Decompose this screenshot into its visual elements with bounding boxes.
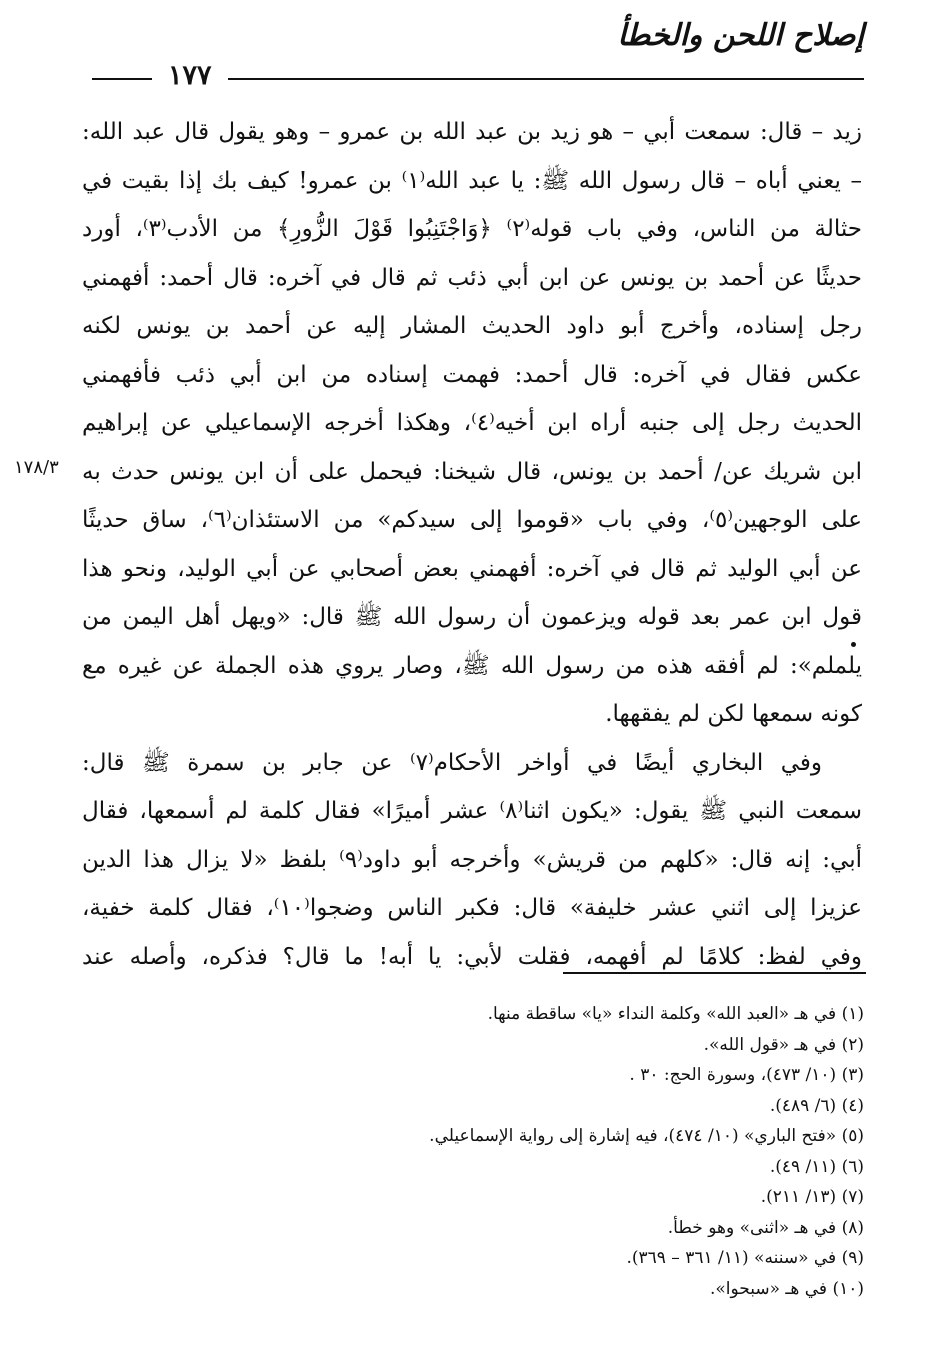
- text-line: عزيزا إلى اثني عشر خليفة» قال: فكبر الناس وضجوا⁽١٠⁾، فقال كلمة خفية،: [82, 895, 862, 921]
- text-line: سمعت النبي ﷺ يقول: «يكون اثنا⁽٨⁾ عشر أميرًا» فقال كلمة لم أسمعها، فقال: [82, 798, 862, 824]
- text-line: رجل إسناده، وأخرج أبو داود الحديث المشار إليه عن أحمد بن يونس لكنه: [82, 313, 862, 339]
- text-line: أبي: إنه قال: «كلهم من قريش» وأخرجه أبو داود⁽٩⁾ بلفظ «لا يزال هذا الدين: [82, 846, 862, 873]
- text-line: وفي البخاري أيضًا في أواخر الأحكام⁽٧⁾ عن جابر بن سمرة ﷺ قال:: [82, 749, 822, 776]
- footnote: (٨) في هـ «اثنى» وهو خطأ.: [667, 1217, 864, 1238]
- main-text: [82, 108, 862, 981]
- footnote-separator: [563, 972, 866, 974]
- header-rule: [228, 78, 864, 80]
- footnote: (١٠) في هـ «سبحوا».: [709, 1278, 864, 1299]
- text-line: عن أبي الوليد ثم قال في آخره: أفهمني بعض أصحابي عن أبي الوليد، ونحو هذا: [82, 555, 862, 582]
- text-line: – يعني أباه – قال رسول الله ﷺ: يا عبد الله⁽١⁾ بن عمرو! كيف بك إذا بقيت في: [82, 167, 862, 194]
- running-title: إصلاح اللحن والخطأ: [617, 18, 864, 53]
- text-line: يلملم»: لم أفقه هذه من رسول الله ﷺ، وصار يروي هذه الجملة عن غيره مع: [82, 652, 862, 679]
- text-line: حثالة من الناس، وفي باب قوله⁽٢⁾ ﴿وَاجْتَنِبُوا قَوْلَ الزُّورِ﴾ من الأدب⁽٣⁾، أورد: [82, 216, 862, 242]
- header-rule-short: [92, 78, 152, 80]
- footnote: (١) في هـ «العبد الله» وكلمة النداء «يا» ساقطة منها.: [487, 1004, 864, 1024]
- text-line: حديثًا عن أحمد بن يونس عن ابن أبي ذئب ثم قال في آخره: قال أحمد: أفهمني: [82, 264, 862, 291]
- text-line: وفي لفظ: كلامًا لم أفهمه، فقلت لأبي: يا أبه! ما قال؟ فذكره، وأصله عند: [82, 943, 862, 970]
- text-line: ابن شريك عن/ أحمد بن يونس، قال شيخنا: فيحمل على أن ابن يونس حدث به: [82, 458, 862, 485]
- footnotes: [64, 999, 864, 1304]
- text-line: كونه سمعها لكن لم يفقهها.: [605, 701, 862, 727]
- footnote: (٢) في هـ «قول الله».: [703, 1034, 864, 1055]
- footnote: (٤) (٦/ ٤٨٩).: [769, 1095, 864, 1116]
- margin-reference: ١٧٨/٣: [14, 457, 59, 478]
- text-line: الحديث رجل إلى جنبه أراه ابن أخيه⁽٤⁾، وهكذا أخرجه الإسماعيلي عن إبراهيم: [82, 410, 862, 436]
- footnote: (٩) في «سننه» (١١/ ٣٦١ – ٣٦٩).: [626, 1248, 864, 1268]
- text-line: زيد – قال: سمعت أبي – هو زيد بن عبد الله بن عمرو – وهو يقول قال عبد الله:: [82, 119, 862, 145]
- footnote: (٣) (١٠/ ٤٧٣)، وسورة الحج: ٣٠ .: [629, 1065, 864, 1085]
- footnote: (٧) (١٣/ ٢١١).: [760, 1187, 864, 1207]
- text-line: قول ابن عمر بعد قوله ويزعمون أن رسول الله ﷺ قال: «ويهل أهل اليمن من: [82, 604, 862, 630]
- text-line: عكس فقال في آخره: قال أحمد: فهمت إسناده من ابن أبي ذئب فأفهمني: [82, 361, 862, 388]
- footnote: (٦) (١١/ ٤٩).: [769, 1156, 864, 1177]
- page-number: ١٧٧: [168, 60, 212, 91]
- stray-mark: [851, 642, 856, 647]
- text-line: على الوجهين⁽٥⁾، وفي باب «قوموا إلى سيدكم» من الاستئذان⁽٦⁾، ساق حديثًا: [82, 507, 862, 533]
- footnote: (٥) «فتح الباري» (١٠/ ٤٧٤)، فيه إشارة إلى رواية الإسماعيلي.: [429, 1126, 864, 1146]
